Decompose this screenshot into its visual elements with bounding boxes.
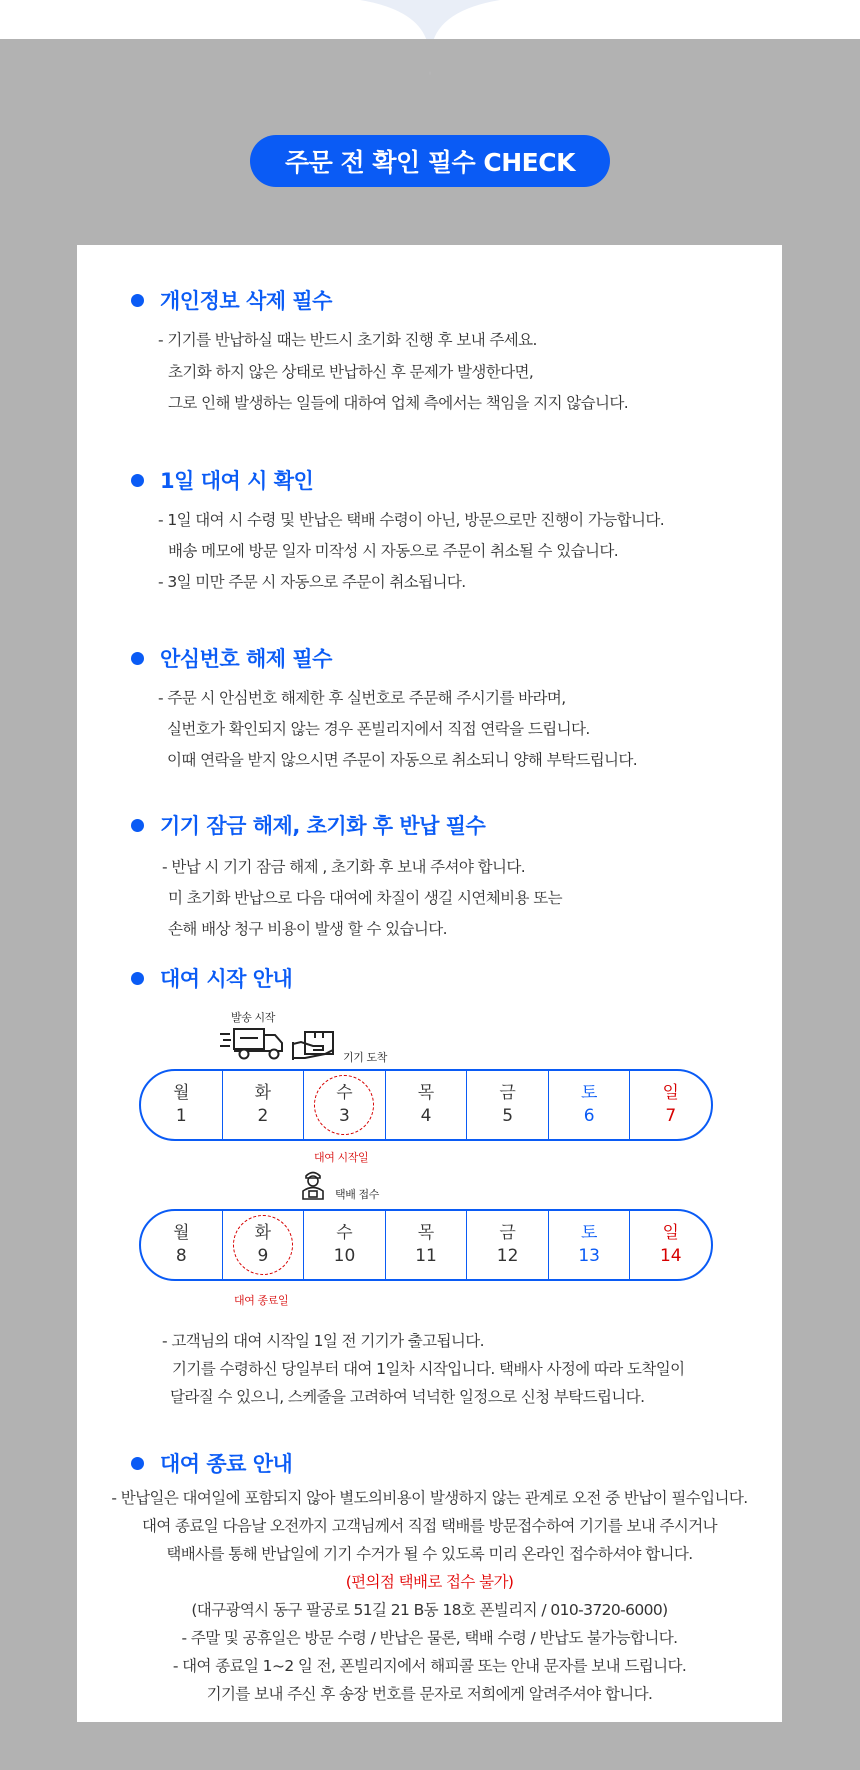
end-day-marker	[233, 1215, 293, 1275]
section-end-title	[131, 1448, 292, 1478]
unlock-line-3: 손해 배상 청구 비용이 발생 할 수 있습니다.	[168, 920, 447, 938]
delivery-truck-icon	[220, 1025, 286, 1061]
rental-end-day-label: 대여 종료일	[234, 1294, 289, 1307]
start-line-2: 기기를 수령하신 당일부터 대여 1일차 시작입니다. 택배사 사정에 따라 도착일이	[172, 1360, 685, 1378]
section-safenumber-title	[131, 643, 332, 673]
start-line-1: - 고객님의 대여 시작일 1일 전 기기가 출고됩니다.	[162, 1332, 484, 1350]
calendar-day-cell-start: 수 3	[303, 1071, 385, 1139]
oneday-line-2: 배송 메모에 방문 일자 미작성 시 자동으로 주문이 취소될 수 있습니다.	[168, 542, 619, 560]
calendar-day-cell-end: 화 9	[222, 1211, 304, 1279]
notice-card	[77, 245, 782, 1722]
calendar-day-cell: 금 12	[466, 1211, 548, 1279]
section-title-text: 개인정보 삭제 필수	[160, 289, 332, 313]
calendar-day-cell: 월 1	[173, 1083, 190, 1126]
calendar-day-cell: 목 11	[385, 1211, 467, 1279]
top-notch-decoration	[0, 0, 860, 80]
section-title-text: 1일 대여 시 확인	[160, 469, 314, 493]
calendar-day-cell-saturday: 토 13	[548, 1211, 630, 1279]
bullet-icon	[131, 819, 144, 832]
oneday-line-1: - 1일 대여 시 수령 및 반납은 택배 수령이 아닌, 방문으로만 진행이 가능합니다.	[158, 511, 665, 529]
device-arrival-label: 기기 도착	[343, 1051, 388, 1064]
end-line-1: - 반납일은 대여일에 포함되지 않아 별도의비용이 발생하지 않는 관계로 오전 중 반납이 필수입니다.	[111, 1489, 748, 1507]
bullet-icon	[131, 294, 144, 307]
calendar-week-1	[139, 1069, 713, 1141]
bullet-icon	[131, 474, 144, 487]
convenience-store-warning: (편의점 택배로 접수 불가)	[345, 1573, 514, 1591]
section-title-text: 기기 잠금 해제, 초기화 후 반납 필수	[160, 814, 486, 838]
safenumber-line-1: - 주문 시 안심번호 해제한 후 실번호로 주문해 주시기를 바라며,	[158, 689, 566, 707]
calendar-day-cell: 목 4	[385, 1071, 467, 1139]
end-line-6: 기기를 보내 주신 후 송장 번호를 문자로 저희에게 알려주셔야 합니다.	[206, 1685, 653, 1703]
unlock-line-1: - 반납 시 기기 잠금 해제 , 초기화 후 보내 주셔야 합니다.	[162, 858, 526, 876]
safenumber-line-2: 실번호가 확인되지 않는 경우 폰빌리지에서 직접 연락을 드립니다.	[167, 720, 590, 738]
calendar-day-cell: 금 5	[466, 1071, 548, 1139]
oneday-line-3: - 3일 미만 주문 시 자동으로 주문이 취소됩니다.	[158, 573, 466, 591]
bullet-icon	[131, 1457, 144, 1470]
start-day-marker	[314, 1075, 374, 1135]
bullet-icon	[131, 972, 144, 985]
order-check-header: 주문 전 확인 필수 CHECK	[250, 135, 610, 187]
calendar-day-cell: 월 8	[173, 1223, 190, 1266]
bullet-icon	[131, 652, 144, 665]
section-title-text: 대여 종료 안내	[160, 1452, 293, 1476]
safenumber-line-3: 이때 연락을 받지 않으시면 주문이 자동으로 취소되니 양해 부탁드립니다.	[167, 751, 638, 769]
end-line-3: 택배사를 통해 반납일에 기기 수거가 될 수 있도록 미리 온라인 접수하셔야 합니다.	[166, 1545, 693, 1563]
return-address: (대구광역시 동구 팔공로 51길 21 B동 18호 폰빌리지 / 010-3720-6000)	[191, 1601, 668, 1619]
ship-start-label: 발송 시작	[231, 1011, 276, 1024]
end-line-4: - 주말 및 공휴일은 방문 수령 / 반납은 물론, 택배 수령 / 반납도 불가능합니다.	[181, 1629, 678, 1647]
calendar-day-cell-sunday: 일 14	[629, 1211, 711, 1279]
end-line-5: - 대여 종료일 1~2 일 전, 폰빌리지에서 해피콜 또는 안내 문자를 보내 드립니다.	[172, 1657, 687, 1675]
courier-person-icon	[301, 1170, 325, 1200]
unlock-line-2: 미 초기화 반납으로 다음 대여에 차질이 생길 시연체비용 또는	[168, 889, 562, 907]
courier-pickup-label: 택배 접수	[335, 1188, 380, 1201]
section-start-title	[131, 963, 292, 993]
privacy-line-1: - 기기를 반납하실 때는 반드시 초기화 진행 후 보내 주세요.	[158, 331, 537, 349]
calendar-day-cell: 수 10	[303, 1211, 385, 1279]
section-title-text: 대여 시작 안내	[160, 967, 293, 991]
start-line-3: 달라질 수 있으니, 스케줄을 고려하여 넉넉한 일정으로 신청 부탁드립니다.	[170, 1388, 645, 1406]
privacy-line-2: 초기화 하지 않은 상태로 반납하신 후 문제가 발생한다면,	[168, 363, 534, 381]
privacy-line-3: 그로 인해 발생하는 일들에 대하여 업체 측에서는 책임을 지지 않습니다.	[168, 394, 629, 412]
calendar-day-cell-sunday: 일 7	[629, 1071, 711, 1139]
package-hand-icon	[291, 1030, 337, 1062]
section-unlock-title	[131, 810, 485, 840]
section-title-text: 안심번호 해제 필수	[160, 647, 332, 671]
section-privacy-title	[131, 285, 332, 315]
end-line-2: 대여 종료일 다음날 오전까지 고객님께서 직접 택배를 방문접수하여 기기를 보내 주시거나	[141, 1517, 718, 1535]
calendar-week-2	[139, 1209, 713, 1281]
rental-start-day-label: 대여 시작일	[314, 1151, 369, 1164]
section-oneday-title	[131, 465, 313, 495]
calendar-day-cell-saturday: 토 6	[548, 1071, 630, 1139]
calendar-day-cell: 화 2	[222, 1071, 304, 1139]
